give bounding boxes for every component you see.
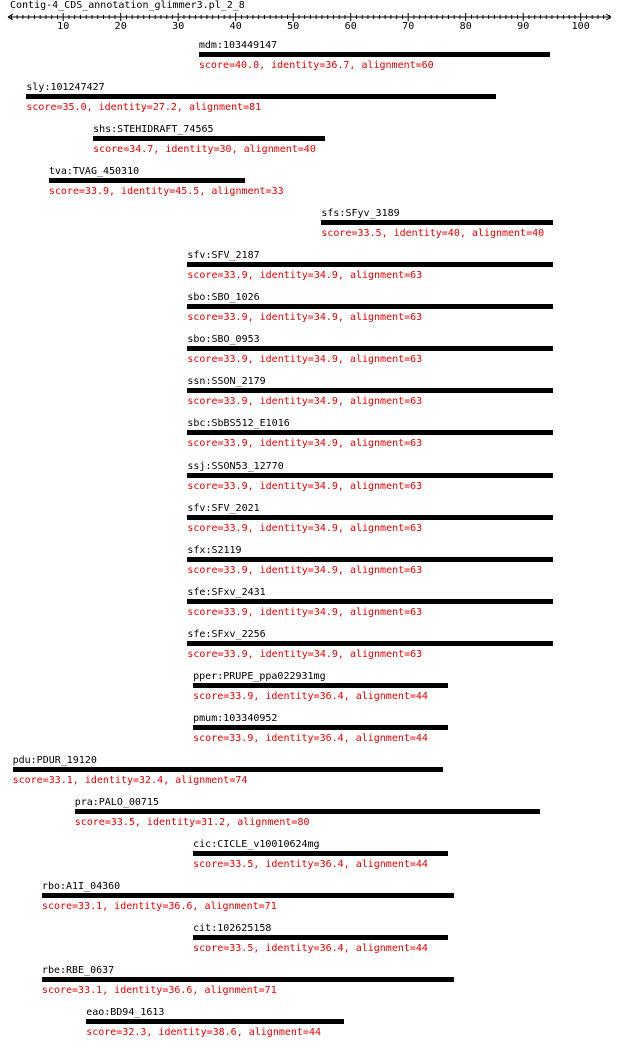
hit-name[interactable]: sfv:SFV_2187 [187, 250, 260, 262]
hit-stats: score=33.9, identity=34.9, alignment=63 [187, 606, 423, 618]
tick-label: 10 [57, 21, 70, 30]
hit-stats: score=33.9, identity=34.9, alignment=63 [187, 564, 423, 576]
hit-bar [42, 893, 454, 898]
hit-stats: score=34.7, identity=30, alignment=40 [93, 144, 316, 156]
hit-stats: score=33.9, identity=34.9, alignment=63 [187, 312, 423, 324]
hit-stats: score=33.5, identity=40, alignment=40 [321, 228, 545, 240]
tick-label: 40 [229, 21, 242, 30]
hit-stats: score=33.9, identity=34.9, alignment=63 [187, 522, 423, 534]
hit-name[interactable]: shs:STEHIDRAFT_74565 [93, 124, 214, 136]
hit-name[interactable]: sbo:SBO_1026 [187, 292, 260, 304]
hit-bar [187, 515, 553, 520]
tick-label: 20 [114, 21, 127, 30]
hit-bar [321, 220, 553, 225]
tick-label: 80 [459, 21, 472, 30]
hit-bar [26, 94, 495, 99]
hit-bar [193, 851, 448, 856]
hit-stats: score=33.9, identity=34.9, alignment=63 [187, 438, 423, 450]
tick-label: 100 [571, 21, 590, 30]
hit-name[interactable]: pdu:PDUR_19120 [12, 754, 97, 766]
hit-name[interactable]: sly:101247427 [26, 82, 105, 94]
hit-bar [187, 262, 553, 267]
hit-bar [187, 599, 553, 604]
chart-title: Contig-4_CDS_annotation_glimmer3.pl_2_8 [10, 0, 245, 11]
hit-stats: score=33.5, identity=36.4, alignment=44 [193, 858, 428, 870]
hit-name[interactable]: pper:PRUPE_ppa022931mg [193, 670, 326, 682]
hit-bar [187, 388, 553, 393]
hit-stats: score=33.5, identity=31.2, alignment=80 [74, 816, 310, 828]
hit-bar [199, 52, 550, 57]
hit-stats: score=35.0, identity=27.2, alignment=81 [26, 102, 262, 114]
hit-bar [187, 304, 553, 309]
hit-bar [187, 473, 553, 478]
hit-stats: score=33.9, identity=34.9, alignment=63 [187, 648, 423, 660]
hit-bar [13, 767, 443, 772]
hit-stats: score=33.9, identity=34.9, alignment=63 [187, 480, 423, 492]
tick-label: 70 [402, 21, 415, 30]
hit-stats: score=33.9, identity=36.4, alignment=44 [193, 690, 428, 702]
hit-bar [193, 935, 448, 940]
hit-bar [86, 1019, 344, 1024]
hit-stats: score=33.9, identity=36.4, alignment=44 [193, 732, 428, 744]
hit-name[interactable]: cit:102625158 [193, 923, 272, 935]
hit-name[interactable]: sfx:S2119 [187, 544, 242, 556]
hit-stats: score=33.9, identity=45.5, alignment=33 [48, 186, 284, 198]
hit-stats: score=33.9, identity=34.9, alignment=63 [187, 270, 423, 282]
hit-stats: score=33.1, identity=36.6, alignment=71 [41, 901, 277, 912]
hit-bar [93, 136, 325, 141]
hit-stats: score=33.9, identity=34.9, alignment=63 [187, 354, 423, 366]
hit-name[interactable]: tva:TVAG_450310 [48, 166, 140, 178]
hit-name[interactable]: sfe:SFxv_2256 [187, 628, 266, 640]
tick-label: 30 [172, 21, 185, 30]
hit-name[interactable]: sbc:SbBS512_E1016 [187, 418, 290, 430]
hit-name[interactable]: eao:BD94_1613 [86, 1007, 165, 1019]
hit-name[interactable]: sfv:SFV_2021 [187, 502, 260, 514]
hit-name[interactable]: ssn:SSON_2179 [187, 376, 266, 388]
tick-label: 50 [287, 21, 300, 30]
hit-stats: score=33.1, identity=36.6, alignment=71 [41, 985, 277, 997]
hit-name[interactable]: cic:CICLE_v10010624mg [193, 838, 320, 850]
hit-stats: score=40.0, identity=36.7, alignment=60 [198, 60, 434, 71]
hit-bar [193, 683, 448, 688]
hit-name[interactable]: sfe:SFxv_2431 [187, 586, 266, 598]
hit-bar [49, 178, 245, 183]
hit-name[interactable]: mdm:103449147 [198, 40, 278, 51]
hit-bar [187, 430, 553, 435]
hit-bar [187, 641, 553, 646]
tick-label: 60 [344, 21, 357, 30]
hit-stats: score=32.3, identity=38.6, alignment=44 [86, 1027, 321, 1039]
hit-name[interactable]: ssj:SSON53_12770 [187, 460, 284, 472]
hit-name[interactable]: rbo:A1I_04360 [41, 881, 121, 892]
hit-name[interactable]: sbo:SBO_0953 [187, 334, 260, 346]
hit-name[interactable]: sfs:SFyv_3189 [321, 208, 400, 220]
hit-bar [187, 346, 553, 351]
hit-stats: score=33.1, identity=32.4, alignment=74 [12, 774, 248, 786]
hit-bar [193, 725, 448, 730]
hit-bar [187, 557, 553, 562]
hit-stats: score=33.9, identity=34.9, alignment=63 [187, 396, 423, 408]
hit-stats: score=33.5, identity=36.4, alignment=44 [193, 943, 428, 955]
hit-name[interactable]: rbe:RBE_0637 [41, 965, 115, 977]
hit-name[interactable]: pra:PALO_00715 [74, 796, 159, 808]
tick-label: 90 [517, 21, 530, 30]
hit-bar [75, 809, 541, 814]
hit-bar [42, 977, 454, 982]
hit-name[interactable]: pmum:103340952 [193, 712, 278, 724]
